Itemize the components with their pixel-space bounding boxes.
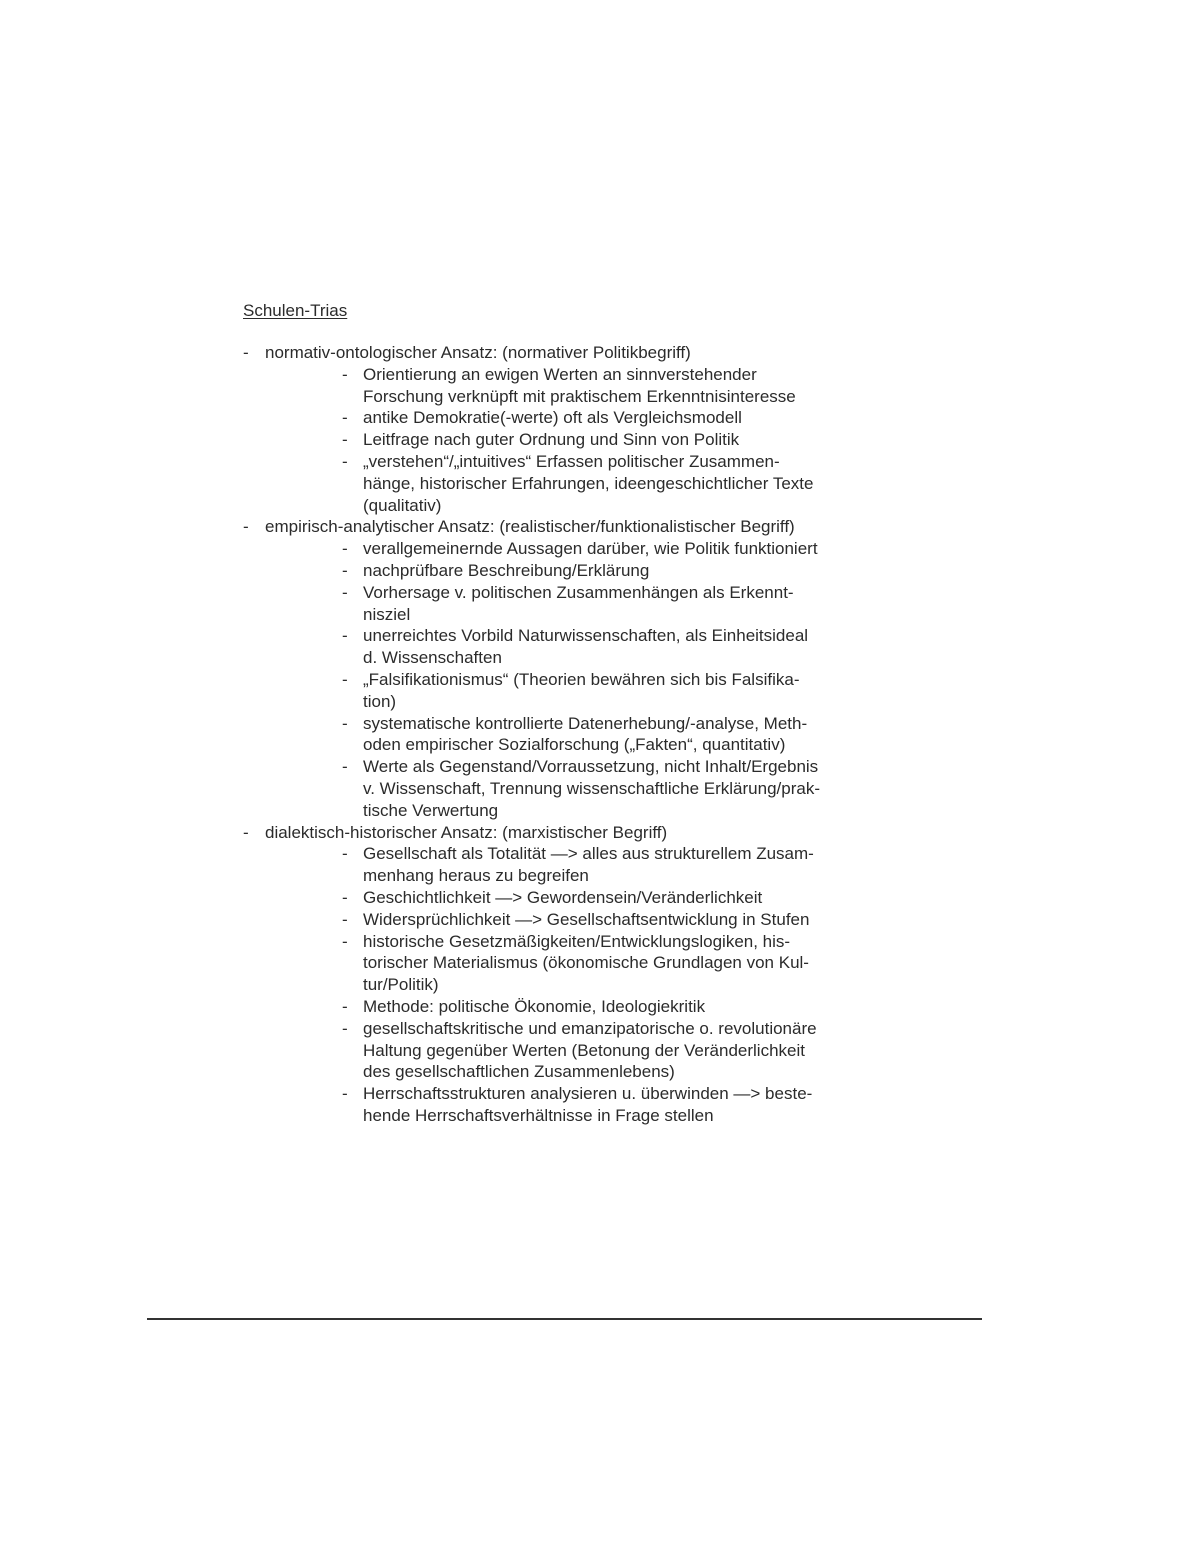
bullet-dash: -	[243, 517, 249, 537]
bullet-dash: -	[342, 451, 348, 471]
list-item	[342, 931, 883, 996]
list-item-line: „Falsifikationismus“ (Theorien bewähren sich bis Falsifika-	[363, 669, 800, 689]
bullet-dash: -	[342, 539, 348, 559]
bullet-dash: -	[342, 408, 348, 428]
list-item	[342, 407, 883, 429]
section-list	[243, 342, 903, 1127]
list-item-line: tische Verwertung	[363, 800, 499, 820]
list-item	[342, 560, 883, 582]
section-heading-text: empirisch-analytischer Ansatz: (realistischer/funktionalistischer Begriff)	[265, 517, 795, 537]
list-item	[342, 756, 883, 821]
list-item	[342, 625, 883, 669]
list-item-line: v. Wissenschaft, Trennung wissenschaftliche Erklärung/prak-	[363, 778, 820, 798]
list-item-line: hende Herrschaftsverhältnisse in Frage stellen	[363, 1105, 714, 1125]
list-item	[342, 843, 883, 887]
bullet-dash: -	[342, 1084, 348, 1104]
list-item	[342, 538, 883, 560]
bullet-dash: -	[342, 996, 348, 1016]
list-item-line: gesellschaftskritische und emanzipatorische o. revolutionäre	[363, 1018, 817, 1038]
section-heading	[243, 516, 903, 538]
list-item-line: Leitfrage nach guter Ordnung und Sinn von Politik	[363, 430, 740, 450]
list-item-line: (qualitativ)	[363, 495, 442, 515]
bullet-dash: -	[342, 757, 348, 777]
list-item-line: Gesellschaft als Totalität —> alles aus strukturellem Zusam-	[363, 844, 814, 864]
list-item	[342, 451, 883, 516]
list-item-line: Forschung verknüpft mit praktischem Erkenntnisinteresse	[363, 386, 796, 406]
list-item-line: unerreichtes Vorbild Naturwissenschaften, als Einheitsideal	[363, 626, 809, 646]
section-heading	[243, 342, 903, 364]
list-item-line: Haltung gegenüber Werten (Betonung der Veränderlichkeit	[363, 1040, 805, 1060]
list-item	[342, 1018, 883, 1083]
bullet-dash: -	[342, 713, 348, 733]
bullet-dash: -	[342, 909, 348, 929]
bullet-dash: -	[342, 430, 348, 450]
list-item-line: antike Demokratie(-werte) oft als Vergleichsmodell	[363, 408, 742, 428]
page-title: Schulen-Trias	[243, 301, 348, 320]
list-item-line: des gesellschaftlichen Zusammenlebens)	[363, 1062, 675, 1082]
list-item-line: hänge, historischer Erfahrungen, ideengeschichtlicher Texte	[363, 473, 814, 493]
list-item-line: Herrschaftsstrukturen analysieren u. überwinden —> beste-	[363, 1084, 813, 1104]
list-item-line: Methode: politische Ökonomie, Ideologiekritik	[363, 996, 706, 1016]
bullet-dash: -	[342, 844, 348, 864]
list-item	[342, 429, 883, 451]
bullet-dash: -	[342, 364, 348, 384]
list-item-line: historische Gesetzmäßigkeiten/Entwicklungslogiken, his-	[363, 931, 791, 951]
list-item-line: oden empirischer Sozialforschung („Fakten“, quantitativ)	[363, 735, 786, 755]
list-item	[342, 364, 883, 408]
list-item	[342, 1083, 883, 1127]
list-item	[342, 713, 883, 757]
list-item	[342, 887, 883, 909]
list-item-line: Werte als Gegenstand/Vorraussetzung, nicht Inhalt/Ergebnis	[363, 757, 819, 777]
list-item-line: tur/Politik)	[363, 975, 439, 995]
list-item-line: nachprüfbare Beschreibung/Erklärung	[363, 560, 650, 580]
list-item	[342, 996, 883, 1018]
section-heading-text: normativ-ontologischer Ansatz: (normativer Politikbegriff)	[265, 343, 691, 362]
bullet-dash: -	[342, 887, 348, 907]
sub-list	[243, 843, 903, 1126]
footer-divider	[147, 1318, 982, 1320]
document-body	[243, 300, 903, 1127]
bullet-dash: -	[342, 931, 348, 951]
list-item-line: tion)	[363, 691, 397, 711]
list-item	[342, 909, 883, 931]
list-item-line: Geschichtlichkeit —> Gewordensein/Veränderlichkeit	[363, 887, 763, 907]
section-heading	[243, 822, 903, 844]
list-item-line: Orientierung an ewigen Werten an sinnverstehender	[363, 364, 757, 384]
bullet-dash: -	[243, 822, 249, 842]
list-item-line: Widersprüchlichkeit —> Gesellschaftsentwicklung in Stufen	[363, 909, 810, 929]
list-item-line: verallgemeinernde Aussagen darüber, wie Politik funktioniert	[363, 539, 818, 559]
list-item-line: systematische kontrollierte Datenerhebung/-analyse, Meth-	[363, 713, 808, 733]
sub-list	[243, 538, 903, 821]
list-item-line: „verstehen“/„intuitives“ Erfassen politischer Zusammen-	[363, 451, 780, 471]
bullet-dash: -	[342, 1018, 348, 1038]
list-item-line: d. Wissenschaften	[363, 648, 502, 668]
bullet-dash: -	[342, 669, 348, 689]
list-item-line: torischer Materialismus (ökonomische Grundlagen von Kul-	[363, 953, 809, 973]
section-heading-text: dialektisch-historischer Ansatz: (marxistischer Begriff)	[265, 822, 668, 842]
list-item-line: menhang heraus zu begreifen	[363, 866, 589, 886]
bullet-dash: -	[342, 626, 348, 646]
list-item-line: Vorhersage v. politischen Zusammenhängen als Erkennt-	[363, 582, 794, 602]
bullet-dash: -	[243, 343, 249, 362]
list-item	[342, 669, 883, 713]
sub-list	[243, 364, 903, 517]
bullet-dash: -	[342, 560, 348, 580]
list-item	[342, 582, 883, 626]
bullet-dash: -	[342, 582, 348, 602]
list-item-line: nisziel	[363, 604, 411, 624]
